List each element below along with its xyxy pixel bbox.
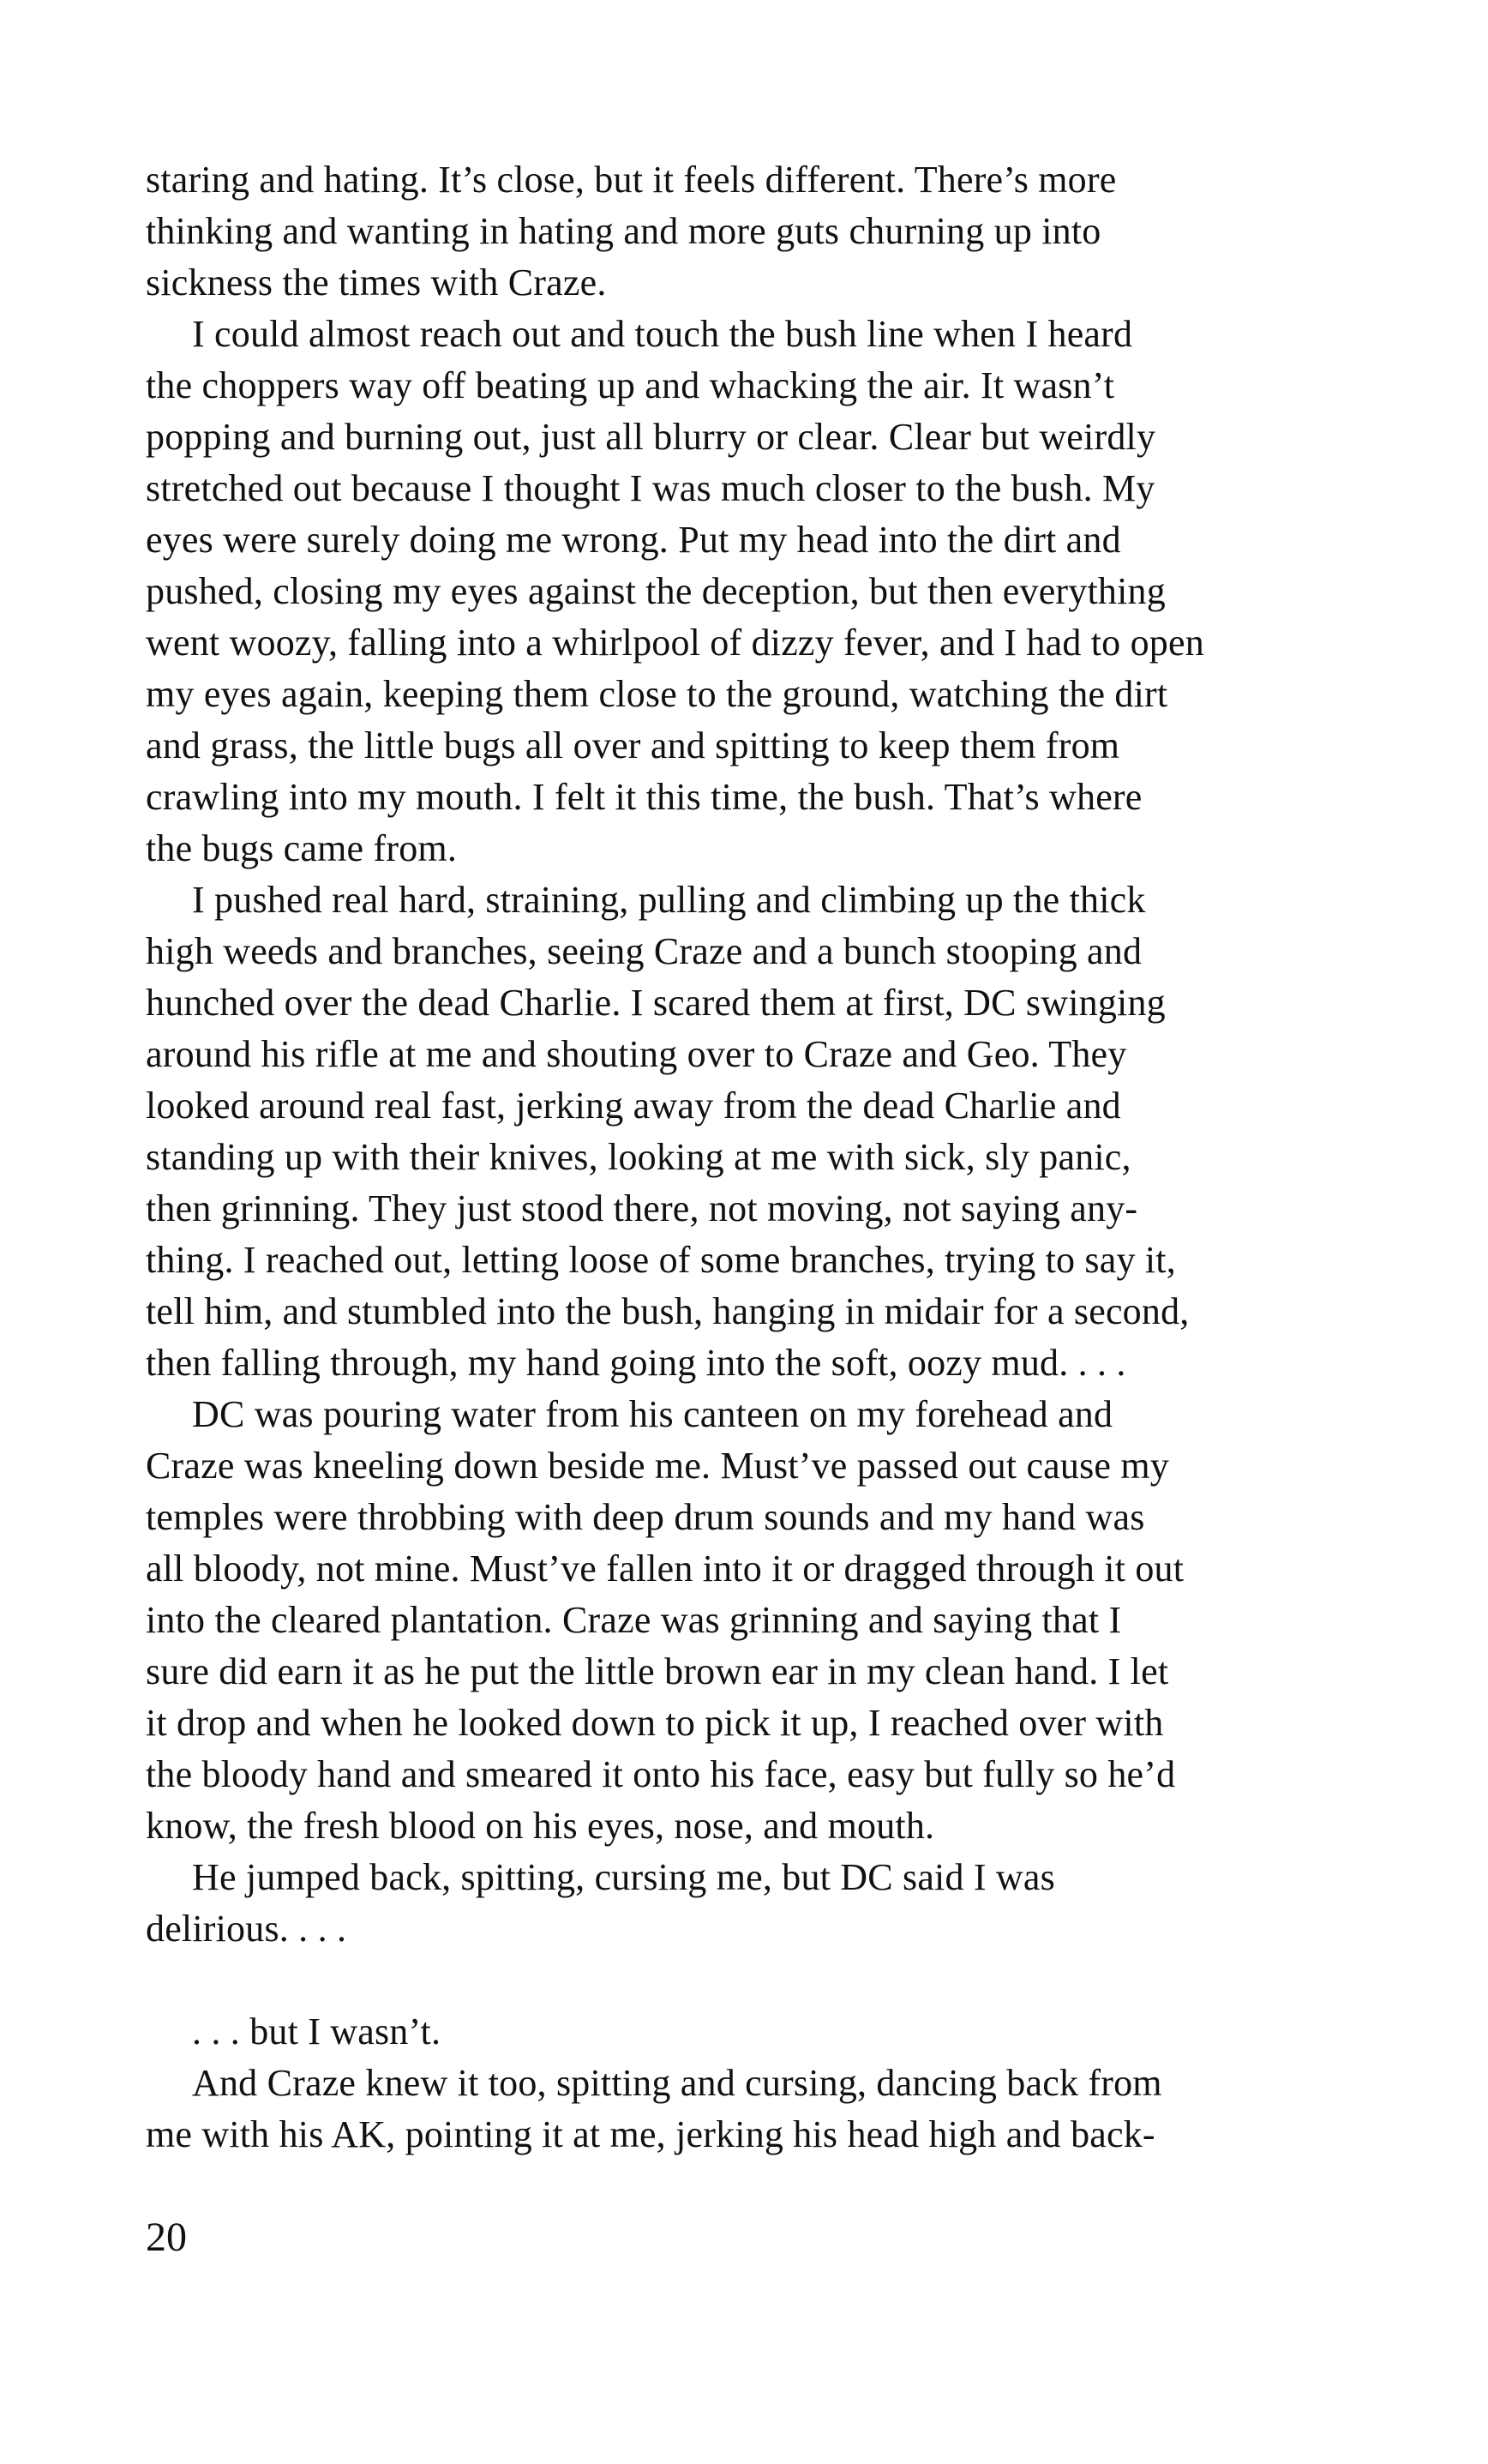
text-line: DC was pouring water from his canteen on my forehead and	[192, 1393, 1113, 1435]
text-line: And Craze knew it too, spitting and cursing, dancing back from	[192, 2062, 1162, 2104]
text-line: and grass, the little bugs all over and spitting to keep them from	[146, 724, 1120, 766]
text-line: Craze was kneeling down beside me. Must’ve passed out cause my	[146, 1445, 1169, 1487]
text-line: my eyes again, keeping them close to the ground, watching the dirt	[146, 673, 1168, 715]
text-line: standing up with their knives, looking at me with sick, sly panic,	[146, 1136, 1131, 1178]
text-line: popping and burning out, just all blurry or clear. Clear but weirdly	[146, 416, 1156, 458]
text-line: staring and hating. It’s close, but it feels different. There’s more	[146, 159, 1117, 201]
text-line: thing. I reached out, letting loose of some branches, trying to say it,	[146, 1239, 1176, 1281]
text-line: sickness the times with Craze.	[146, 261, 607, 303]
text-line: the bugs came from.	[146, 827, 458, 869]
text-line: the choppers way off beating up and whacking the air. It wasn’t	[146, 364, 1115, 406]
text-line: I pushed real hard, straining, pulling and climbing up the thick	[192, 879, 1146, 921]
text-line: pushed, closing my eyes against the deception, but then everything	[146, 570, 1166, 612]
text-line: . . . but I wasn’t.	[192, 2010, 441, 2052]
text-line: looked around real fast, jerking away from the dead Charlie and	[146, 1085, 1121, 1127]
text-line: into the cleared plantation. Craze was grinning and saying that I	[146, 1599, 1122, 1641]
text-line: all bloody, not mine. Must’ve fallen into it or dragged through it out	[146, 1548, 1185, 1590]
text-line: delirious. . . .	[146, 1908, 347, 1950]
text-line: then grinning. They just stood there, not moving, not saying any-	[146, 1187, 1138, 1229]
text-line: me with his AK, pointing it at me, jerking his head high and back-	[146, 2113, 1155, 2155]
text-line: know, the fresh blood on his eyes, nose, and mouth.	[146, 1805, 935, 1847]
text-line: hunched over the dead Charlie. I scared them at first, DC swinging	[146, 982, 1166, 1024]
text-line: then falling through, my hand going into the soft, oozy mud. . . .	[146, 1342, 1126, 1384]
text-line: the bloody hand and smeared it onto his face, easy but fully so he’d	[146, 1753, 1176, 1795]
page-number: 20	[146, 2215, 187, 2260]
text-line: He jumped back, spitting, cursing me, but DC said I was	[192, 1856, 1055, 1898]
text-line: thinking and wanting in hating and more guts churning up into	[146, 210, 1101, 252]
text-line: crawling into my mouth. I felt it this time, the bush. That’s where	[146, 776, 1143, 818]
text-line: around his rifle at me and shouting over to Craze and Geo. They	[146, 1033, 1127, 1075]
text-line: tell him, and stumbled into the bush, hanging in midair for a second,	[146, 1290, 1190, 1332]
text-line: high weeds and branches, seeing Craze and a bunch stooping and	[146, 930, 1143, 972]
text-line: went woozy, falling into a whirlpool of dizzy fever, and I had to open	[146, 622, 1204, 664]
body-text	[146, 154, 1363, 2161]
text-line: stretched out because I thought I was much closer to the bush. My	[146, 467, 1155, 509]
text-line: I could almost reach out and touch the bush line when I heard	[192, 313, 1133, 355]
text-line: temples were throbbing with deep drum sounds and my hand was	[146, 1496, 1145, 1538]
text-line: it drop and when he looked down to pick it up, I reached over with	[146, 1702, 1164, 1744]
text-line: sure did earn it as he put the little brown ear in my clean hand. I let	[146, 1650, 1169, 1692]
text-line: eyes were surely doing me wrong. Put my head into the dirt and	[146, 519, 1121, 561]
